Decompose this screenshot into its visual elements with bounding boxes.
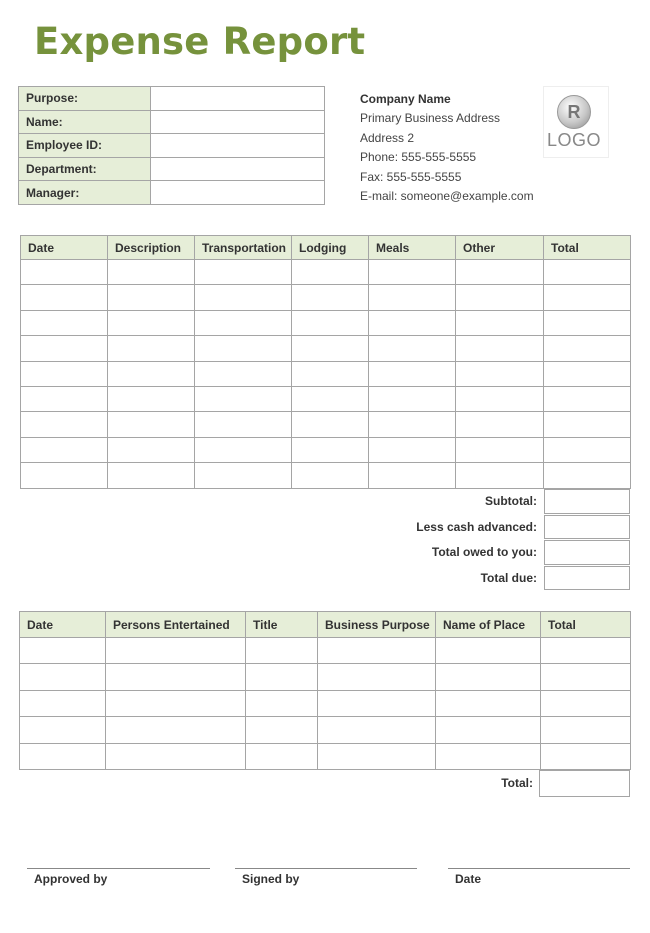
name-field[interactable] [151,110,325,134]
total-due-row [360,566,630,592]
expense-cell[interactable] [195,463,292,488]
col-header-name-of-place: Name of Place [436,612,541,638]
entertainment-cell[interactable] [20,717,106,743]
expense-cell[interactable] [369,437,456,462]
entertainment-total-label: Total: [501,776,533,790]
expense-cell[interactable] [369,463,456,488]
expense-row [21,310,631,335]
expense-cell[interactable] [456,310,544,335]
info-label: Name: [19,110,151,134]
entertainment-cell[interactable] [541,743,631,769]
expense-cell[interactable] [369,386,456,411]
company-phone: Phone: 555-555-5555 [360,150,477,165]
expense-cell[interactable] [108,260,195,285]
entertainment-cell[interactable] [106,690,246,716]
subtotal-field[interactable] [544,489,630,514]
expense-cell[interactable] [195,412,292,437]
col-header-description: Description [108,236,195,260]
employee-id-field[interactable] [151,134,325,158]
expense-cell[interactable] [456,285,544,310]
entertainment-cell[interactable] [541,690,631,716]
company-info [360,90,534,206]
signed-by-line[interactable] [235,868,417,886]
approved-by-label: Approved by [34,872,108,886]
cash-advanced-label: Less cash advanced: [416,519,537,534]
expense-cell[interactable] [292,336,369,361]
expense-cell[interactable] [456,386,544,411]
col-header-persons-entertained: Persons Entertained [106,612,246,638]
signed-by-label: Signed by [242,872,300,886]
entertainment-cell[interactable] [246,743,318,769]
expense-row [21,285,631,310]
expenses-header-row [21,236,631,260]
expense-cell[interactable] [108,310,195,335]
info-row-purpose [19,87,325,111]
info-row-department [19,157,325,181]
info-label: Employee ID: [19,134,151,158]
expense-cell[interactable] [195,386,292,411]
info-label: Manager: [19,181,151,205]
expense-cell[interactable] [456,412,544,437]
registered-mark-icon: R [557,95,591,129]
info-row-name [19,110,325,134]
summary-block [360,489,630,591]
expense-cell[interactable] [544,285,631,310]
entertainment-row [20,664,631,690]
expense-cell[interactable] [544,412,631,437]
entertainment-cell[interactable] [246,664,318,690]
entertainment-cell[interactable] [318,717,436,743]
entertainment-cell[interactable] [246,717,318,743]
expense-row [21,361,631,386]
col-header-business-purpose: Business Purpose [318,612,436,638]
expense-cell[interactable] [108,285,195,310]
expense-cell[interactable] [21,260,108,285]
company-email: E-mail: someone@example.com [360,189,534,204]
expense-cell[interactable] [195,285,292,310]
expense-cell[interactable] [195,437,292,462]
col-header-total: Total [541,612,631,638]
entertainment-row [20,690,631,716]
col-header-transportation: Transportation [195,236,292,260]
entertainment-cell[interactable] [106,664,246,690]
total-due-label: Total due: [480,570,537,585]
expense-cell[interactable] [369,336,456,361]
expense-cell[interactable] [369,361,456,386]
expenses-body [21,260,631,489]
expense-cell[interactable] [544,463,631,488]
expense-row [21,412,631,437]
expense-cell[interactable] [21,437,108,462]
expense-cell[interactable] [21,361,108,386]
entertainment-cell[interactable] [436,664,541,690]
expense-cell[interactable] [292,437,369,462]
entertainment-cell[interactable] [436,638,541,664]
expense-cell[interactable] [369,412,456,437]
expense-cell[interactable] [456,336,544,361]
expense-cell[interactable] [108,437,195,462]
company-fax: Fax: 555-555-5555 [360,169,462,184]
expense-cell[interactable] [544,336,631,361]
expense-cell[interactable] [21,386,108,411]
entertainment-cell[interactable] [20,690,106,716]
entertainment-row [20,743,631,769]
expense-cell[interactable] [108,412,195,437]
expense-row [21,437,631,462]
entertainment-total-field[interactable] [539,770,630,797]
expense-cell[interactable] [292,412,369,437]
logo-text: LOGO [547,130,602,150]
entertainment-cell[interactable] [318,690,436,716]
col-header-total: Total [544,236,631,260]
col-header-other: Other [456,236,544,260]
entertainment-cell[interactable] [541,638,631,664]
expense-cell[interactable] [369,285,456,310]
expense-cell[interactable] [456,437,544,462]
col-header-date: Date [21,236,108,260]
entertainment-total [420,770,630,797]
info-label: Department: [19,157,151,181]
expense-cell[interactable] [108,463,195,488]
expense-row [21,463,631,488]
entertainment-cell[interactable] [541,717,631,743]
purpose-field[interactable] [151,87,325,111]
col-header-date: Date [20,612,106,638]
expense-cell[interactable] [369,260,456,285]
info-row-employee-id [19,134,325,158]
entertainment-cell[interactable] [106,638,246,664]
cash-advanced-field[interactable] [544,515,630,540]
expense-cell[interactable] [21,336,108,361]
entertainment-cell[interactable] [318,743,436,769]
expense-cell[interactable] [292,386,369,411]
expense-cell[interactable] [195,310,292,335]
expense-cell[interactable] [292,310,369,335]
expense-cell[interactable] [369,310,456,335]
entertainment-cell[interactable] [246,638,318,664]
expense-row [21,260,631,285]
expense-cell[interactable] [544,361,631,386]
expense-cell[interactable] [456,361,544,386]
subtotal-row [360,489,630,515]
entertainment-cell[interactable] [20,743,106,769]
entertainment-row [20,638,631,664]
entertainment-cell[interactable] [436,743,541,769]
expense-cell[interactable] [456,260,544,285]
entertainment-cell[interactable] [541,664,631,690]
expense-row [21,336,631,361]
entertainment-header-row [20,612,631,638]
entertainment-table [19,611,631,770]
entertainment-cell[interactable] [106,717,246,743]
expense-cell[interactable] [21,463,108,488]
entertainment-cell[interactable] [318,638,436,664]
info-row-manager [19,181,325,205]
company-address-2: Address 2 [360,130,415,145]
manager-field[interactable] [151,181,325,205]
entertainment-cell[interactable] [318,664,436,690]
expense-cell[interactable] [21,412,108,437]
company-logo [543,86,609,158]
approved-by-line[interactable] [27,868,210,886]
entertainment-cell[interactable] [106,743,246,769]
expense-row [21,386,631,411]
expense-cell[interactable] [195,336,292,361]
expense-cell[interactable] [108,386,195,411]
page-title: Expense Report [34,20,366,63]
department-field[interactable] [151,157,325,181]
subtotal-label: Subtotal: [485,494,537,508]
expense-cell[interactable] [544,310,631,335]
expense-cell[interactable] [544,386,631,411]
entertainment-cell[interactable] [246,690,318,716]
expense-cell[interactable] [456,463,544,488]
expense-cell[interactable] [292,463,369,488]
total-owed-label: Total owed to you: [431,545,537,559]
company-address-1: Primary Business Address [360,111,501,126]
company-name: Company Name [360,92,451,106]
expense-cell[interactable] [108,361,195,386]
info-label: Purpose: [19,87,151,111]
col-header-lodging: Lodging [292,236,369,260]
expense-cell[interactable] [292,285,369,310]
entertainment-body [20,638,631,770]
expense-cell[interactable] [292,361,369,386]
entertainment-cell[interactable] [436,690,541,716]
col-header-title: Title [246,612,318,638]
expense-cell[interactable] [108,336,195,361]
expense-cell[interactable] [21,310,108,335]
expenses-table [20,235,631,489]
col-header-meals: Meals [369,236,456,260]
employee-info-table [18,86,325,205]
expense-cell[interactable] [544,437,631,462]
expense-cell[interactable] [21,285,108,310]
entertainment-row [20,717,631,743]
cash-advanced-row [360,515,630,541]
entertainment-cell[interactable] [20,664,106,690]
date-label: Date [455,872,482,886]
entertainment-cell[interactable] [20,638,106,664]
expense-cell[interactable] [292,260,369,285]
date-line[interactable] [448,868,630,886]
expense-cell[interactable] [544,260,631,285]
entertainment-cell[interactable] [436,717,541,743]
expense-cell[interactable] [195,361,292,386]
total-owed-row [360,540,630,566]
total-owed-field[interactable] [544,540,630,565]
total-due-field[interactable] [544,566,630,591]
expense-cell[interactable] [195,260,292,285]
